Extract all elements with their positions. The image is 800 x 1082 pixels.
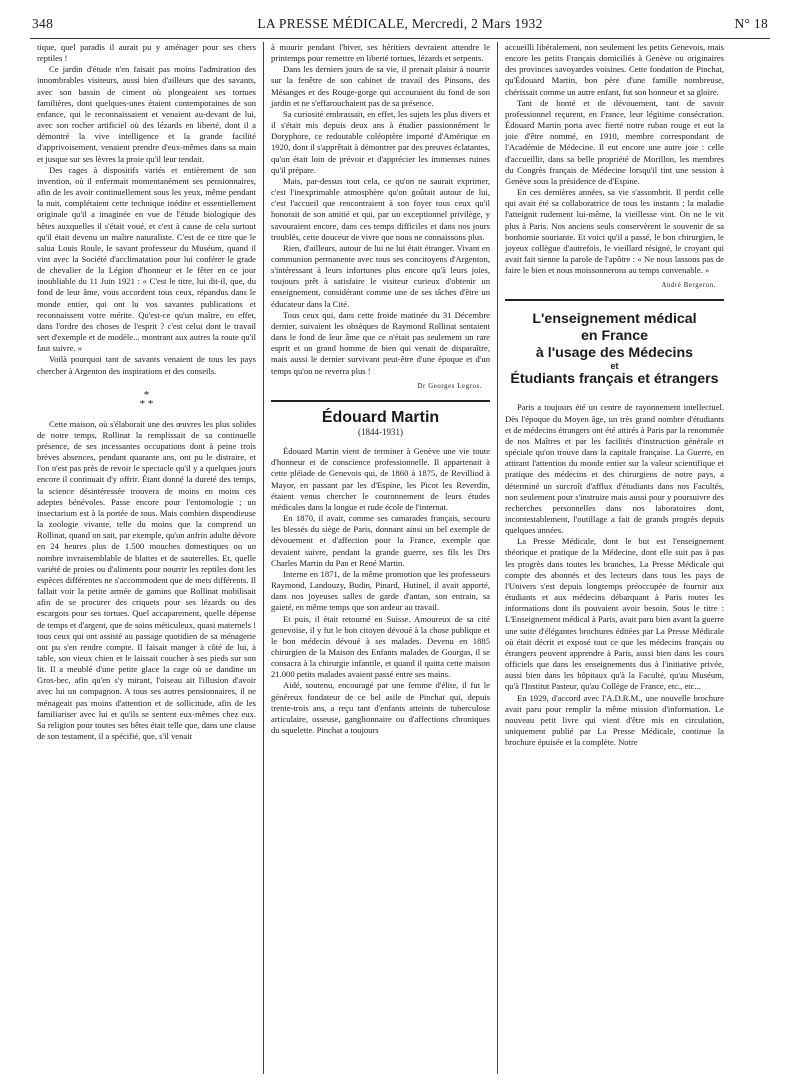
paragraph: En 1929, d'accord avec l'A.D.R.M., une nouvelle brochure avait paru pour remplir la même mission d'information. Le nouveau petit livre qui vient d'être mis en circulation, uniquement publié par La Presse Médicale, continue la brochure épuisée et la complète. Notre (505, 692, 724, 748)
paragraph: La Presse Médicale, dont le but est l'enseignement théorique et pratique de la Médecine, dont elle suit pas à pas les progrès dans toutes les branches, La Presse Médicale qui compte des abonnés et des lecteurs dans tous les pays de l'Univers s'est depuis longtemps préoccupée de fournir aux étudiants et aux médecins débarquant à Paris toutes les informations dont ils pouvaient avoir besoin. Sous le titre : L'Enseignement médical à Paris, avait paru bien avant la guerre une suite d'élégantes brochures éditées par La Presse Médicale où était décrit et exposé tout ce que les médecins français ou étrangers peuvent apprendre à Paris, aussi bien dans les cours officiels que dans les enseignements dus à l'initiative privée, aussi bien dans les hôpitaux qu'à la Faculté, qu'au Muséum, qu'à l'Institut Pasteur, qu'au Collège de France, etc., etc... (505, 536, 724, 692)
paragraph: Des cages à dispositifs variés et entièrement de son invention, où il enfermait momentanément ses pensionnaires, afin de les avoir continuellement sous les yeux, même pendant la nuit, complétaient cette technique inédite et essentiellement originale qu'il a imaginée en vue de l'étude biologique des bêtes auxquelles il s'était voué, et c'est à cause de cela surtout qu'il était devenu un maître naturaliste. C'est de ce titre que le salua Louis Roule, le savant professeur du Muséum, quand il vint avec la Société d'acclimatation pour lui conférer le grade de chevalier de la Légion d'honneur et le fêter en ce jour inoubliable du 11 Juin 1921 : « C'est le titre, lui dit-il, que, du fond de leur âme, vous accordent tous ceux, répandus dans le monde entier, qui ont lu vos savantes publications et reconnaissent votre mérite. Qu'est-ce qu'un maître, en effet, dans l'ordre des choses de l'esprit ? c'est celui dont le travail sert d'exemple et de modèle... montrant aux autres la route qu'il faut suivre. » (37, 164, 256, 354)
page-number: 348 (32, 16, 54, 31)
paragraph: à mourir pendant l'hiver, ses héritiers devraient attendre le printemps pour remettre en liberté tortues, lézards et serpents. (271, 42, 490, 64)
paragraph: Voilà pourquoi tant de savants venaient de tous les pays chercher à Argenton des inspirations et des conseils. (37, 354, 256, 376)
article-divider (505, 299, 724, 301)
author-signature: Dr Georges Legros. (417, 382, 482, 390)
paragraph: Édouard Martin vient de terminer à Genève une vie toute d'honneur et de conscience professionnelle. Il appartenait à cette pléiade de Genevois qui, de 1860 à 1875, de Revilliod à Mayor, en passant par les d'Espine, les Picot les Reverdin, étaient venus chercher le couronnement de leurs études médicales dans la longue et rude école de l'internat. (271, 446, 490, 512)
paragraph: Sa curiosité embrassait, en effet, les sujets les plus divers et il s'était mis depuis deux ans à étudier passionnément le Doryphore, ce redoutable coléoptère importé d'Amérique en 1920, dont il s'apprêtait à démontrer par des preuves éclatantes, qu'on était loin de prévoir et d'apprécier les immenses ruines qu'il prépare. (271, 108, 490, 175)
paragraph: Interne en 1871, de la même promotion que les professeurs Raymond, Landouzy, Budin, Pinard, Hutinel, il avait apporté, dans nos joyeuses salles de garde d'antan, son entrain, sa gaieté, en même temps que son ardeur au travail. (271, 568, 490, 613)
header-rule (30, 38, 770, 39)
newspaper-page (30, 14, 770, 1074)
section-title: L'enseignement médical en France à l'usage des Médecins et Étudiants français et étrangers (510, 311, 719, 388)
section-asterism: * * * (139, 388, 154, 410)
article-title: Édouard Martin (321, 408, 440, 426)
paragraph: Ce jardin d'étude n'en faisait pas moins l'admiration des innombrables visiteurs, aussi bien d'ailleurs que des savants, avec son bassin de ciment où plongeaient ses tortues familières, dont quelques-unes étaient contemporaines de son enfance, qui le reconnaissaient et venaient au-devant de lui, avec son rocher artificiel où des lézards en liberté, dont il a démontré la vive intelligence et la grande facilité d'apprivoisement, venaient prendre d'eux-mêmes dans sa main et jusque sur ses lèvres la proie qu'il leur tendait. (37, 64, 256, 164)
column-2 (264, 42, 497, 1074)
journal-title: LA PRESSE MÉDICALE, Mercredi, 2 Mars 1932 (257, 16, 543, 31)
columns (30, 42, 770, 1074)
paragraph: En 1870, il avait, comme ses camarades français, secouru les blessés du siège de Paris, donnant ainsi un bel exemple de dévouement et d'affection pour la France, exemple que devaient suivre, pendant la grande guerre, ses fils les Drs Charles Martin du Pan et René Martin. (271, 513, 490, 568)
paragraph: Cette maison, où s'élaborait une des œuvres les plus solides de notre temps, Rollinat la remplissait de sa continuelle présence, de ses incessantes occupations dont à peine trois brèves absences, pendant quarante ans, ont pu le distraire, et l'on n'est pas près de revoir le spectacle qu'il y a quelques jours encore il continuait d'y offrir. Étant donné la dureté des temps, la science désintéressée trouvera de moins en moins ces adeptes bénévoles. Passe encore pour l'entomologie ; un insectarium est à la portée de tous. Mais combien dispendieuse la zoologie vivante, telle du moins que la comprend un Rollinat, quand on sait, par exemple, qu'un anfrin adulte dévore en 24 heures plus de 1.500 mouches domestiques ou un nombre invraisemblable de blattes et de sauterelles. Et, quelle variété de proies ou d'aliments pour nourrir les reptiles dont les espèces différentes ne s'accommodent que de mets différents. Il fallait voir la petite armée de gamins que Rollinat mobilisait afin de se procurer des criquets pour ses lézards ou des escargots pour ses tortues. Quel accaparement, quelle dépense de temps et d'argent, que de soins méticuleux, quasi maternels ! tous ceux qui ont assisté au passage quotidien de sa ménagerie ont pu s'en rendre compte. Il faisait manger à côté de lui, à table, son vieux chien et le laissait coucher à ses pieds sur son lit. Il a meublé d'une petite glace la cage où se dandine un Gros-bec, afin qu'en s'y mirant, l'oiseau ait l'illusion d'avoir avec lui un compagnon. A tous ses autres pensionnaires, il ne ménageait pas moins d'attention et de sollicitude, afin de les familiariser avec lui et qu'ils se sentent eux-mêmes chez eux. Sa religion pour toutes ses bêtes était telle que, dans une clause de son testament, il a spécifié, que, s'il venait (37, 418, 256, 742)
paragraph: Tant de bonté et de dévouement, tant de savoir professionnel reçurent, en France, leur légitime consécration. Édouard Martin porta avec fierté notre ruban rouge et eut la joie d'être nommé, en 1910, membre correspondant de l'Académie de Médecine. Il eut encore une autre joie : celle d'accueillir, dans sa belle propriété de Morillon, les membres du Congrès français de Médecine lorsqu'il tint une session à Genève sous la présidence de d'Espine. (505, 97, 724, 186)
paragraph: Tous ceux qui, dans cette froide matinée du 31 Décembre dernier, suivaient les obsèques de Raymond Rollinat sentaient dans le fond de leur âme que ce n'était pas seulement un rare esprit et un grand homme de bien qui venait de disparaître, mais aussi le dernier survivant peut-être d'une époque et d'un temps qu'on ne reverra plus ! (271, 309, 490, 376)
paragraph: Rien, d'ailleurs, autour de lui ne lui était étranger. Vivant en communion permanente avec tous ses concitoyens d'Argenton, s'intéressant à leurs infortunes plus encore qu'à leurs joies, toujours prêt à satisfaire le visiteur curieux d'obtenir un enseignement, considérant comme une de ses tâches d'être un éducateur dans la Cité. (271, 242, 490, 309)
paragraph: Paris a toujours été un centre de rayonnement intellectuel. Dès l'époque du Moyen âge, un très grand nombre d'étudiants et de médecins étrangers ont été attirés à Paris par la renommée de nos Maîtres et par les facilités d'instruction générale et spéciale qu'on trouve dans la capitale française. La Guerre, en attirant l'attention du monde entier sur la valeur scientifique et pratique des médecins et des chirurgiens de notre pays, a déterminé un surcroît d'afflux d'étudiants dans nos Facultés, non seulement pour s'instruire mais aussi pour y poursuivre des recherches personnelles dans nos laboratoires dont, incontestablement, l'outillage a fait de grands progrès depuis quelques années. (505, 402, 724, 536)
paragraph: tique, quel paradis il aurait pu y aménager pour ses chers reptiles ! (37, 42, 256, 64)
paragraph: En ces dernières années, sa vie s'assombrit. Il perdit celle qui avait été sa collaboratrice de tous les instants ; la maladie l'atteignit rudement lui-même, la vieillesse vint. On ne le vit plus à Paris. Nos anciens seuls conservèrent le souvenir de sa bonhomie souriante. Et voici qu'il a passé, le bon chirurgien, le joyeux collègue d'autrefois, le vieillard résigné, le croyant qui avait fait sienne la parole de l'apôtre : « Ne nous lassons pas de faire le bien et nous moissonnerons au temps convenable. » (505, 187, 724, 276)
article-divider (271, 400, 490, 402)
article-dates: (1844-1931) (358, 427, 403, 437)
paragraph: Aidé, soutenu, encouragé par une femme d'élite, il fut le généreux fondateur de ce bel asile de Pinchat qui, depuis trente-trois ans, a reçu tant d'enfants atteints de tuberculose articulaire, osseuse, ganglionnaire ou d'affections chroniques du squelette. Pinchat a toujours (271, 680, 490, 736)
paragraph: Mais, par-dessus tout cela, ce qu'on ne saurait exprimer, c'est l'inexprimable atmosphère qu'on goûtait autour de lui, c'est l'accueil que rencontraient à son foyer tous ceux qu'il honorait de son amitié et qui, par un exceptionnel privilège, y savouraient encore, dans ces temps difficiles et dans nos jours troublés, cette douceur de vivre que nous ne connaissons plus. (271, 175, 490, 242)
column-1 (30, 42, 263, 1074)
page-header (30, 14, 770, 36)
issue-number: N° 18 (734, 16, 768, 31)
paragraph: accueilli libéralement, non seulement les petits Genevois, mais encore les petits Français domiciliés à Genève ou originaires des provinces savoyardes voisines. Cette fondation de Pinchat, qu'Édouard Martin, bon père d'une famille nombreuse, chérissait comme un autre enfant, fut son honneur et sa gloire. (505, 42, 724, 97)
author-signature: André Bergeron. (661, 282, 716, 290)
paragraph: Et puis, il était retourné en Suisse. Amoureux de sa cité genevoise, il y fut le bon citoyen dévoué à la chose publique et le bon médecin dévoué à ses malades. Devenu en 1885 chirurgien de la Maison des Enfants malades de Gourgas, il se consacra à la chirurgie infantile, et quand il quitta cette maison 21.000 petits malades avaient passé entre ses mains. (271, 613, 490, 680)
paragraph: Dans les derniers jours de sa vie, il prenait plaisir à nourrir sur la fenêtre de son cabinet de travail des Pinsons, des Mésanges et des Rouge-gorge qui accouraient du fond de son jardin et ne s'effarouchaient pas de sa présence. (271, 64, 490, 108)
column-3 (498, 42, 731, 1074)
